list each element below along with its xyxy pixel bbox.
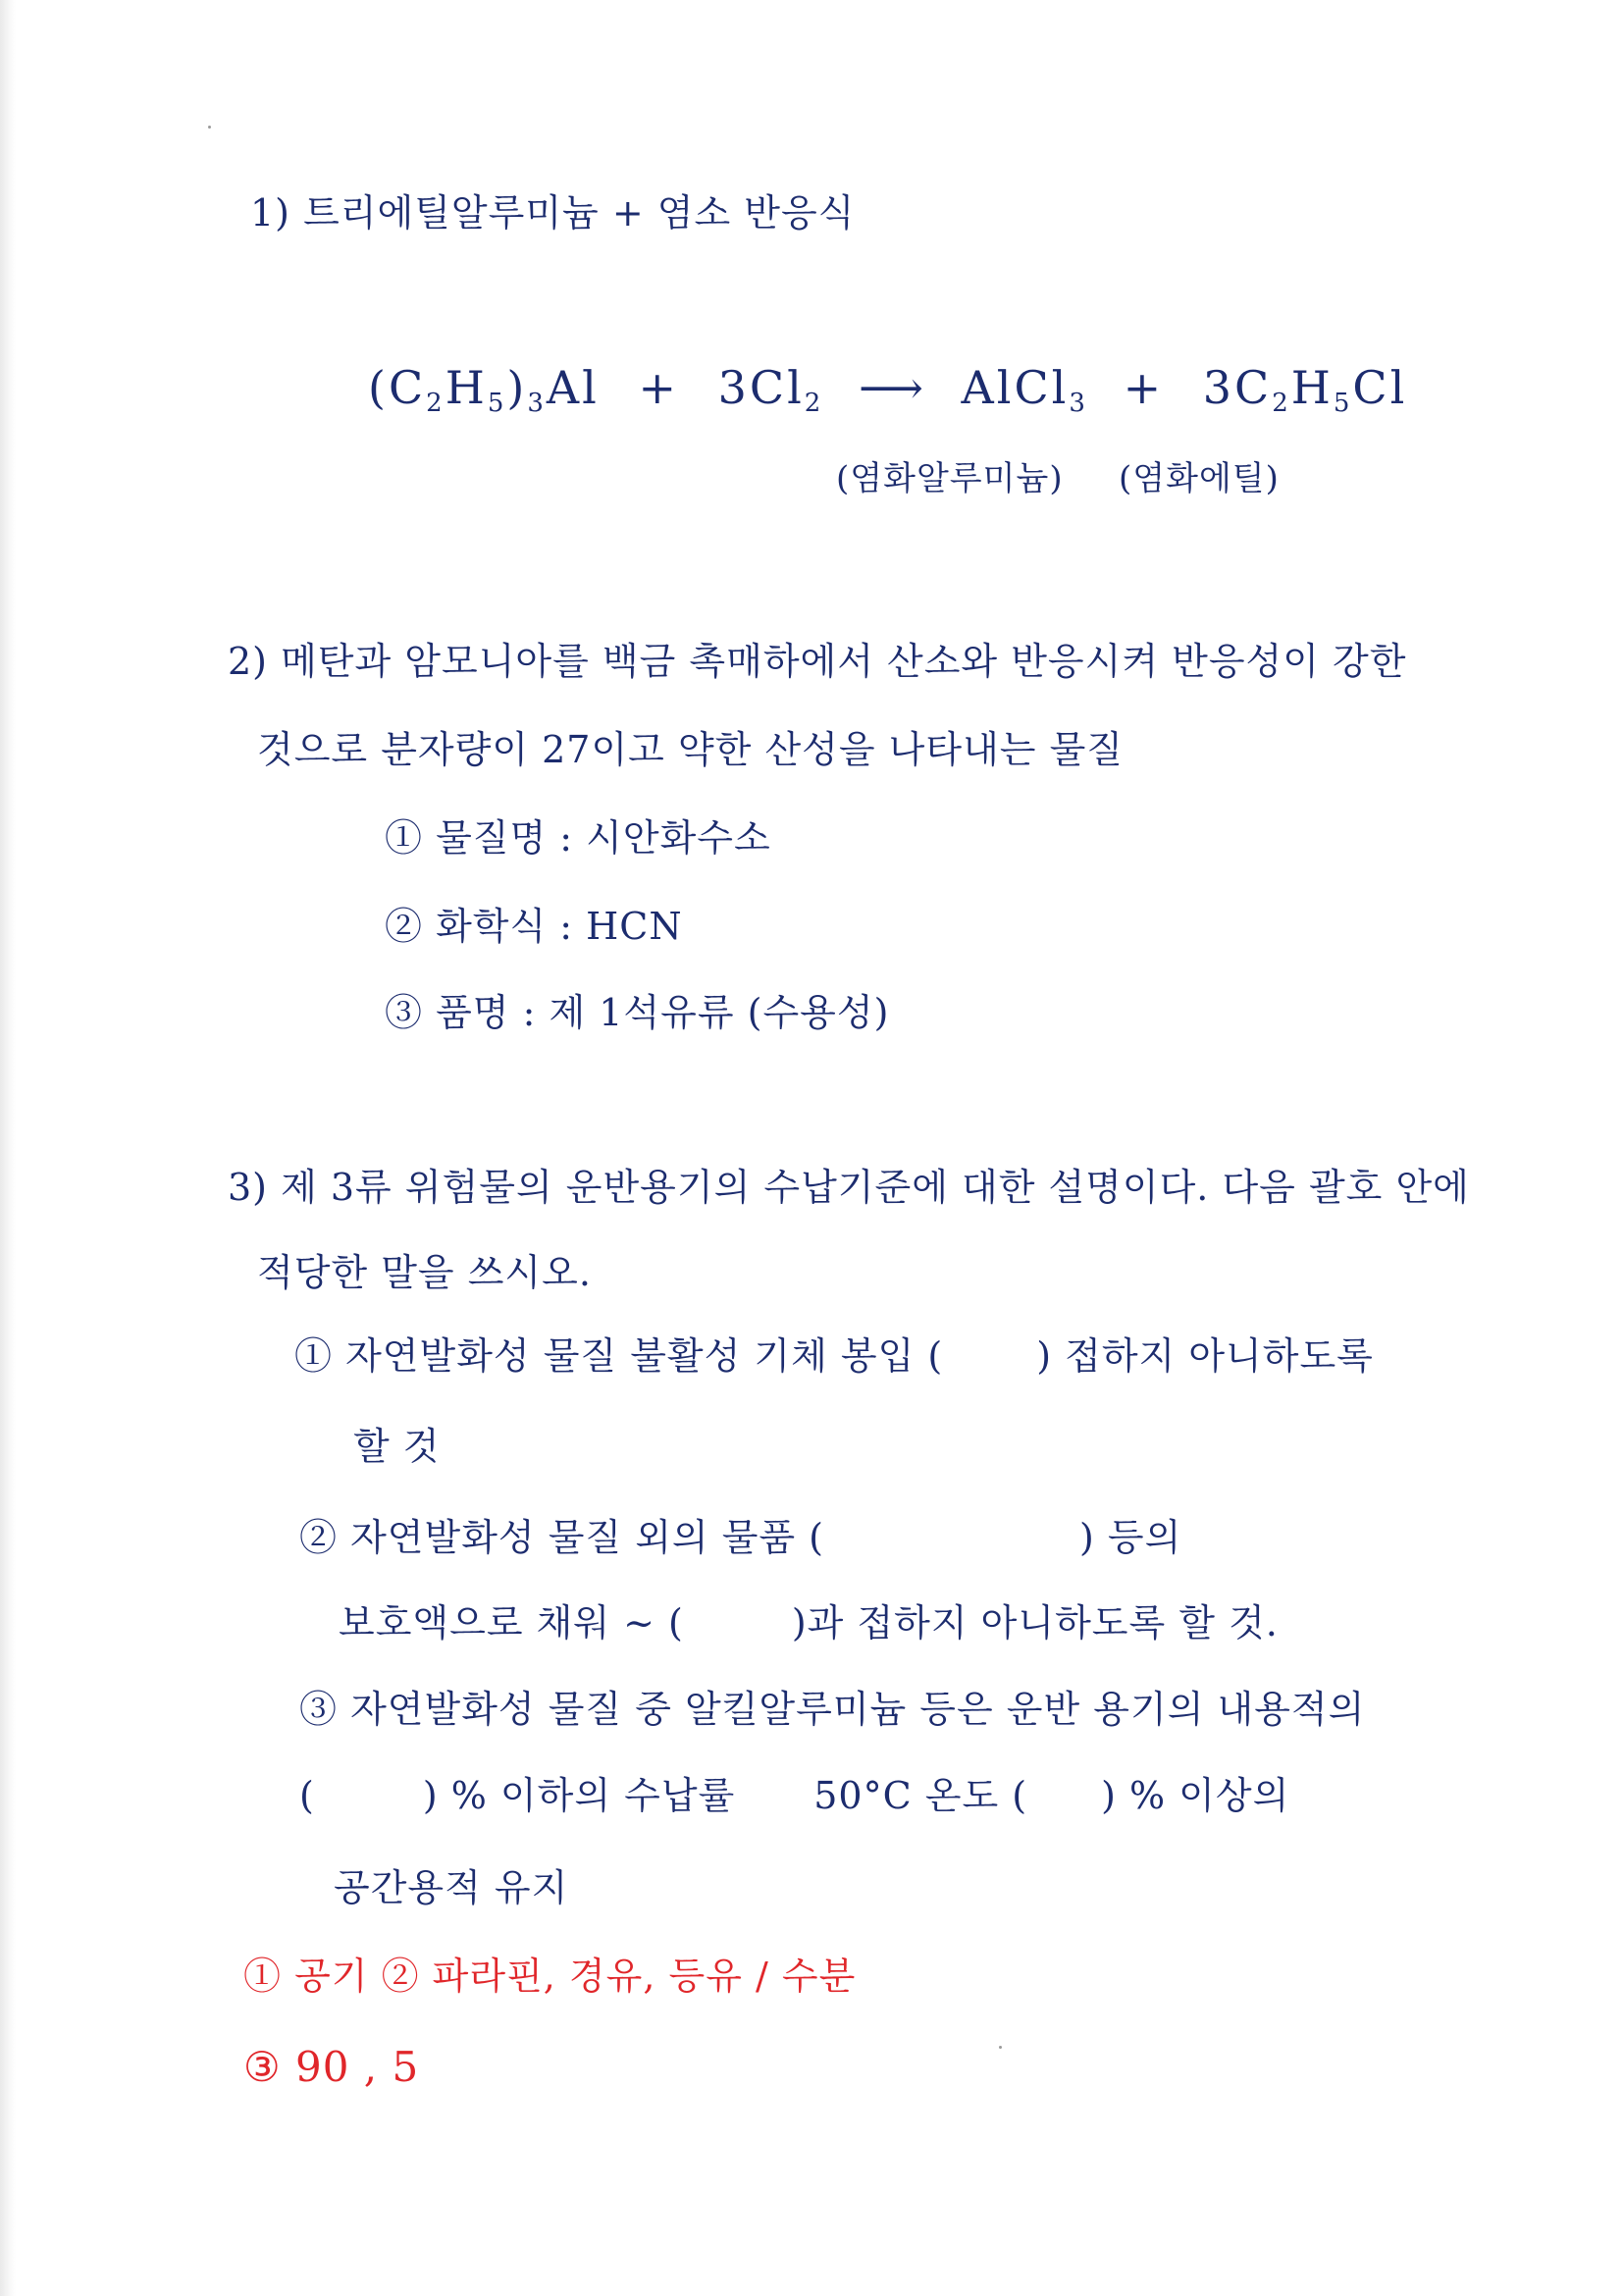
formula-subscript: 5 bbox=[487, 389, 507, 418]
q1-formula bbox=[368, 361, 1407, 419]
q3-item3-line1: ③ 자연발화성 물질 중 알킬알루미늄 등은 운반 용기의 내용적의 bbox=[299, 1688, 1366, 1731]
q3-item3-line3: 공간용적 유지 bbox=[334, 1866, 569, 1909]
formula-part: ) bbox=[506, 361, 528, 414]
formula-part: (C bbox=[368, 361, 427, 414]
formula-subscript: 3 bbox=[1069, 389, 1088, 418]
q3-item3-text: ( bbox=[299, 1774, 315, 1817]
formula-part: AlCl bbox=[961, 361, 1070, 414]
q1-heading: 1) 트리에틸알루미늄 + 염소 반응식 bbox=[250, 191, 856, 235]
q2-item-name: ① 물질명 : 시안화수소 bbox=[385, 816, 771, 860]
q3-item3-text: 50°C 온도 ( bbox=[813, 1774, 1028, 1817]
formula-part: 3C bbox=[1202, 361, 1273, 414]
formula-subscript: 2 bbox=[804, 389, 824, 418]
q3-item3-text: ) % 이하의 수납률 bbox=[422, 1774, 736, 1817]
formula-subscript: 3 bbox=[527, 389, 547, 418]
formula-subscript: 2 bbox=[426, 389, 445, 418]
scan-page-edge bbox=[0, 0, 16, 2296]
q3-item1-text: ) 접하지 아니하도록 bbox=[1036, 1334, 1374, 1378]
formula-part: H bbox=[445, 361, 488, 414]
q3-item2-text: 보호액으로 채워 ~ ( bbox=[339, 1601, 684, 1644]
formula-plus: + bbox=[638, 361, 679, 414]
q3-item2-text: )과 접하지 아니하도록 할 것. bbox=[791, 1601, 1279, 1644]
q3-item3-text: ) % 이상의 bbox=[1101, 1774, 1290, 1817]
q3-item1-text: ① 자연발화성 물질 불활성 기체 봉입 ( bbox=[294, 1334, 944, 1378]
formula-part: H bbox=[1290, 361, 1334, 414]
q1-product1-label: (염화알루미늄) bbox=[836, 459, 1064, 498]
q2-question-line1: 2) 메탄과 암모니아를 백금 촉매하에서 산소와 반응시켜 반응성이 강한 bbox=[228, 640, 1407, 683]
q3-item3-line2 bbox=[299, 1774, 1289, 1819]
q3-item2-text: ② 자연발화성 물질 외의 물품 ( bbox=[299, 1516, 825, 1559]
q3-item2-text: ) 등의 bbox=[1079, 1516, 1182, 1559]
q3-question-line2: 적당한 말을 쓰시오. bbox=[257, 1251, 592, 1294]
answer-line1: ① 공기 ② 파라핀, 경유, 등유 / 수분 bbox=[243, 1955, 857, 1998]
scan-speck bbox=[208, 126, 211, 129]
reaction-arrow-icon: ⟶ bbox=[858, 361, 926, 414]
q3-item1-line2: 할 것 bbox=[353, 1425, 441, 1468]
answer-line2: ③ 90 , 5 bbox=[243, 2043, 420, 2091]
formula-part: Cl bbox=[1352, 361, 1408, 414]
q1-product2-label: (염화에틸) bbox=[1119, 459, 1280, 498]
formula-part: Al bbox=[546, 361, 600, 414]
formula-part: 3Cl bbox=[717, 361, 805, 414]
formula-subscript: 2 bbox=[1272, 389, 1291, 418]
q2-question-line2: 것으로 분자량이 27이고 약한 산성을 나타내는 물질 bbox=[257, 728, 1124, 771]
formula-subscript: 5 bbox=[1333, 389, 1353, 418]
q3-item1-line1 bbox=[294, 1334, 1374, 1380]
q3-item2-line2 bbox=[339, 1601, 1279, 1646]
formula-plus: + bbox=[1123, 361, 1165, 414]
q2-item-formula: ② 화학식 : HCN bbox=[385, 905, 683, 948]
scan-speck bbox=[999, 2046, 1002, 2049]
q3-item2-line1 bbox=[299, 1516, 1181, 1561]
q3-question-line1: 3) 제 3류 위험물의 운반용기의 수납기준에 대한 설명이다. 다음 괄호 안에 bbox=[228, 1166, 1470, 1209]
q2-item-category: ③ 품명 : 제 1석유류 (수용성) bbox=[385, 991, 890, 1034]
